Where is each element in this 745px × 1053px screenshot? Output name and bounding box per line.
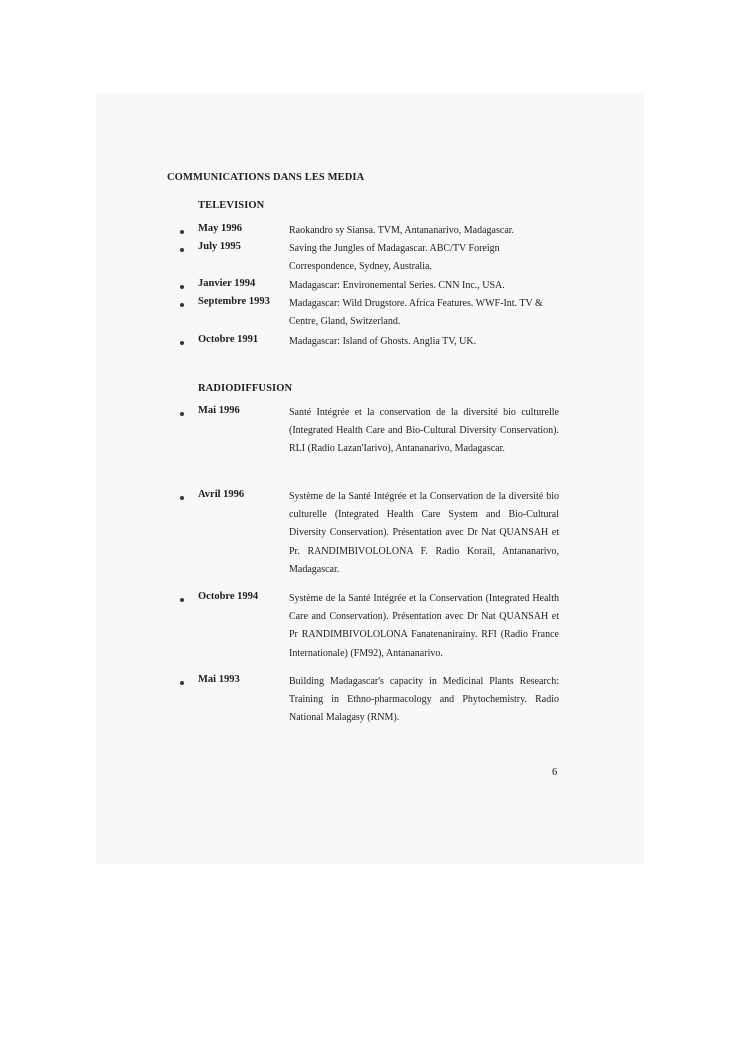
- entry-date: Mai 1993: [198, 674, 240, 685]
- bullet-icon: [180, 230, 184, 234]
- entry-date: May 1996: [198, 223, 243, 234]
- page-number: 6: [552, 767, 558, 778]
- entry-date: Mai 1996: [198, 405, 240, 416]
- bullet-icon: [180, 412, 184, 416]
- page-sheet: [96, 94, 644, 864]
- entry-text: Saving the Jungles of Madagascar. ABC/TV Foreign Correspondence, Sydney, Australia.: [289, 243, 500, 273]
- entry-text: Building Madagascar's capacity in Medicinal Plants Research: Training in Ethno-pharmacology and Phytochemistry. Radio National Malagasy (RNM).: [289, 676, 559, 724]
- entry-text: Raokandro sy Siansa. TVM, Antananarivo, Madagascar.: [289, 225, 515, 236]
- bullet-icon: [180, 681, 184, 685]
- entry-date: July 1995: [198, 241, 241, 252]
- radio-heading: RADIODIFFUSION: [198, 383, 293, 394]
- entry-text: Madagascar: Island of Ghosts. Anglia TV, UK.: [289, 336, 477, 347]
- entry-date: Janvier 1994: [198, 278, 256, 289]
- bullet-icon: [180, 285, 184, 289]
- entry-text: Santé Intégrée et la conservation de la diversité bio culturelle (Integrated Health Care and Bio-Cultural Diversity Conservation). RLI (Radio Lazan'Iarivo), Antananarivo, Madagascar.: [289, 407, 559, 455]
- entry-text: Madagascar: Wild Drugstore. Africa Features. WWF-Int. TV & Centre, Gland, Switzerland.: [289, 298, 543, 328]
- entry-text: Système de la Santé Intégrée et la Conservation de la diversité bio culturelle (Integrated Health Care System and Bio-Cultural Diversity Conservation). Présentation avec Dr Nat QUANSAH et Pr. RANDIMBIVOLOLONA F. Radio Korail, Antananarivo, Madagascar.: [289, 491, 559, 575]
- bullet-icon: [180, 248, 184, 252]
- section-title: COMMUNICATIONS DANS LES MEDIA: [167, 172, 365, 183]
- television-heading: TELEVISION: [198, 200, 265, 211]
- entry-text: Madagascar: Environemental Series. CNN Inc., USA.: [289, 280, 505, 291]
- bullet-icon: [180, 303, 184, 307]
- entry-text: Système de la Santé Intégrée et la Conservation (Integrated Health Care and Conservation). Présentation avec Dr Nat QUANSAH et Pr RANDIMBIVOLOLONA Fanatenanirainy. RFI (Radio France Internationale) (FM92), Antananarivo.: [289, 593, 559, 659]
- bullet-icon: [180, 598, 184, 602]
- entry-date: Octobre 1994: [198, 591, 259, 602]
- entry-date: Septembre 1993: [198, 296, 270, 307]
- entry-date: Avril 1996: [198, 489, 245, 500]
- entry-date: Octobre 1991: [198, 334, 259, 345]
- bullet-icon: [180, 496, 184, 500]
- bullet-icon: [180, 341, 184, 345]
